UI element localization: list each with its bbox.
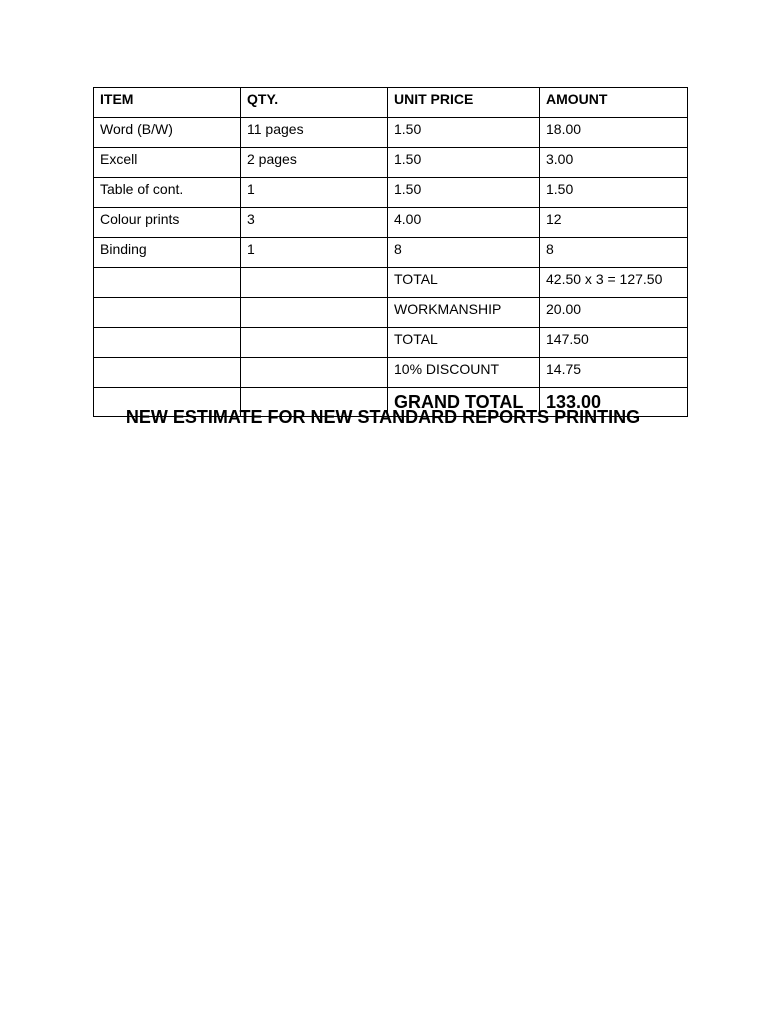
cell-amount: 18.00 <box>540 118 688 148</box>
summary-value: 42.50 x 3 = 127.50 <box>540 268 688 298</box>
grand-total-label: GRAND TOTAL <box>388 388 540 417</box>
cell-unit-price: 8 <box>388 238 540 268</box>
cell-qty: 3 <box>241 208 388 238</box>
summary-value: 14.75 <box>540 358 688 388</box>
summary-value: 147.50 <box>540 328 688 358</box>
cell-amount: 3.00 <box>540 148 688 178</box>
cell-unit-price: 1.50 <box>388 118 540 148</box>
cell-unit-price: 1.50 <box>388 148 540 178</box>
summary-row <box>94 298 688 328</box>
cell-item: Colour prints <box>94 208 241 238</box>
cell-qty: 1 <box>241 178 388 208</box>
table-row <box>94 178 688 208</box>
summary-value: 20.00 <box>540 298 688 328</box>
table-row <box>94 238 688 268</box>
cell-amount: 1.50 <box>540 178 688 208</box>
table-header-row <box>94 88 688 118</box>
cell-qty: 1 <box>241 238 388 268</box>
header-amount: AMOUNT <box>540 88 688 118</box>
cell-amount: 12 <box>540 208 688 238</box>
empty-cell <box>241 358 388 388</box>
cell-item: Table of cont. <box>94 178 241 208</box>
empty-cell <box>94 328 241 358</box>
header-item: ITEM <box>94 88 241 118</box>
table-row <box>94 148 688 178</box>
summary-label: WORKMANSHIP <box>388 298 540 328</box>
summary-label: 10% DISCOUNT <box>388 358 540 388</box>
table-row <box>94 208 688 238</box>
cell-amount: 8 <box>540 238 688 268</box>
empty-cell <box>94 268 241 298</box>
cell-item: Excell <box>94 148 241 178</box>
estimate-table <box>93 87 688 417</box>
empty-cell <box>241 328 388 358</box>
summary-label: TOTAL <box>388 268 540 298</box>
cell-item: Word (B/W) <box>94 118 241 148</box>
document-title: NEW ESTIMATE FOR NEW STANDARD REPORTS PRINTING <box>125 407 641 427</box>
summary-label: TOTAL <box>388 328 540 358</box>
empty-cell <box>94 298 241 328</box>
cell-qty: 2 pages <box>241 148 388 178</box>
header-qty: QTY. <box>241 88 388 118</box>
summary-row <box>94 358 688 388</box>
header-unit-price: UNIT PRICE <box>388 88 540 118</box>
cell-unit-price: 4.00 <box>388 208 540 238</box>
summary-row <box>94 328 688 358</box>
empty-cell <box>94 358 241 388</box>
empty-cell <box>241 268 388 298</box>
empty-cell <box>241 298 388 328</box>
table-row <box>94 118 688 148</box>
cell-item: Binding <box>94 238 241 268</box>
cell-unit-price: 1.50 <box>388 178 540 208</box>
summary-row <box>94 268 688 298</box>
cell-qty: 11 pages <box>241 118 388 148</box>
grand-total-value: 133.00 <box>540 388 688 417</box>
